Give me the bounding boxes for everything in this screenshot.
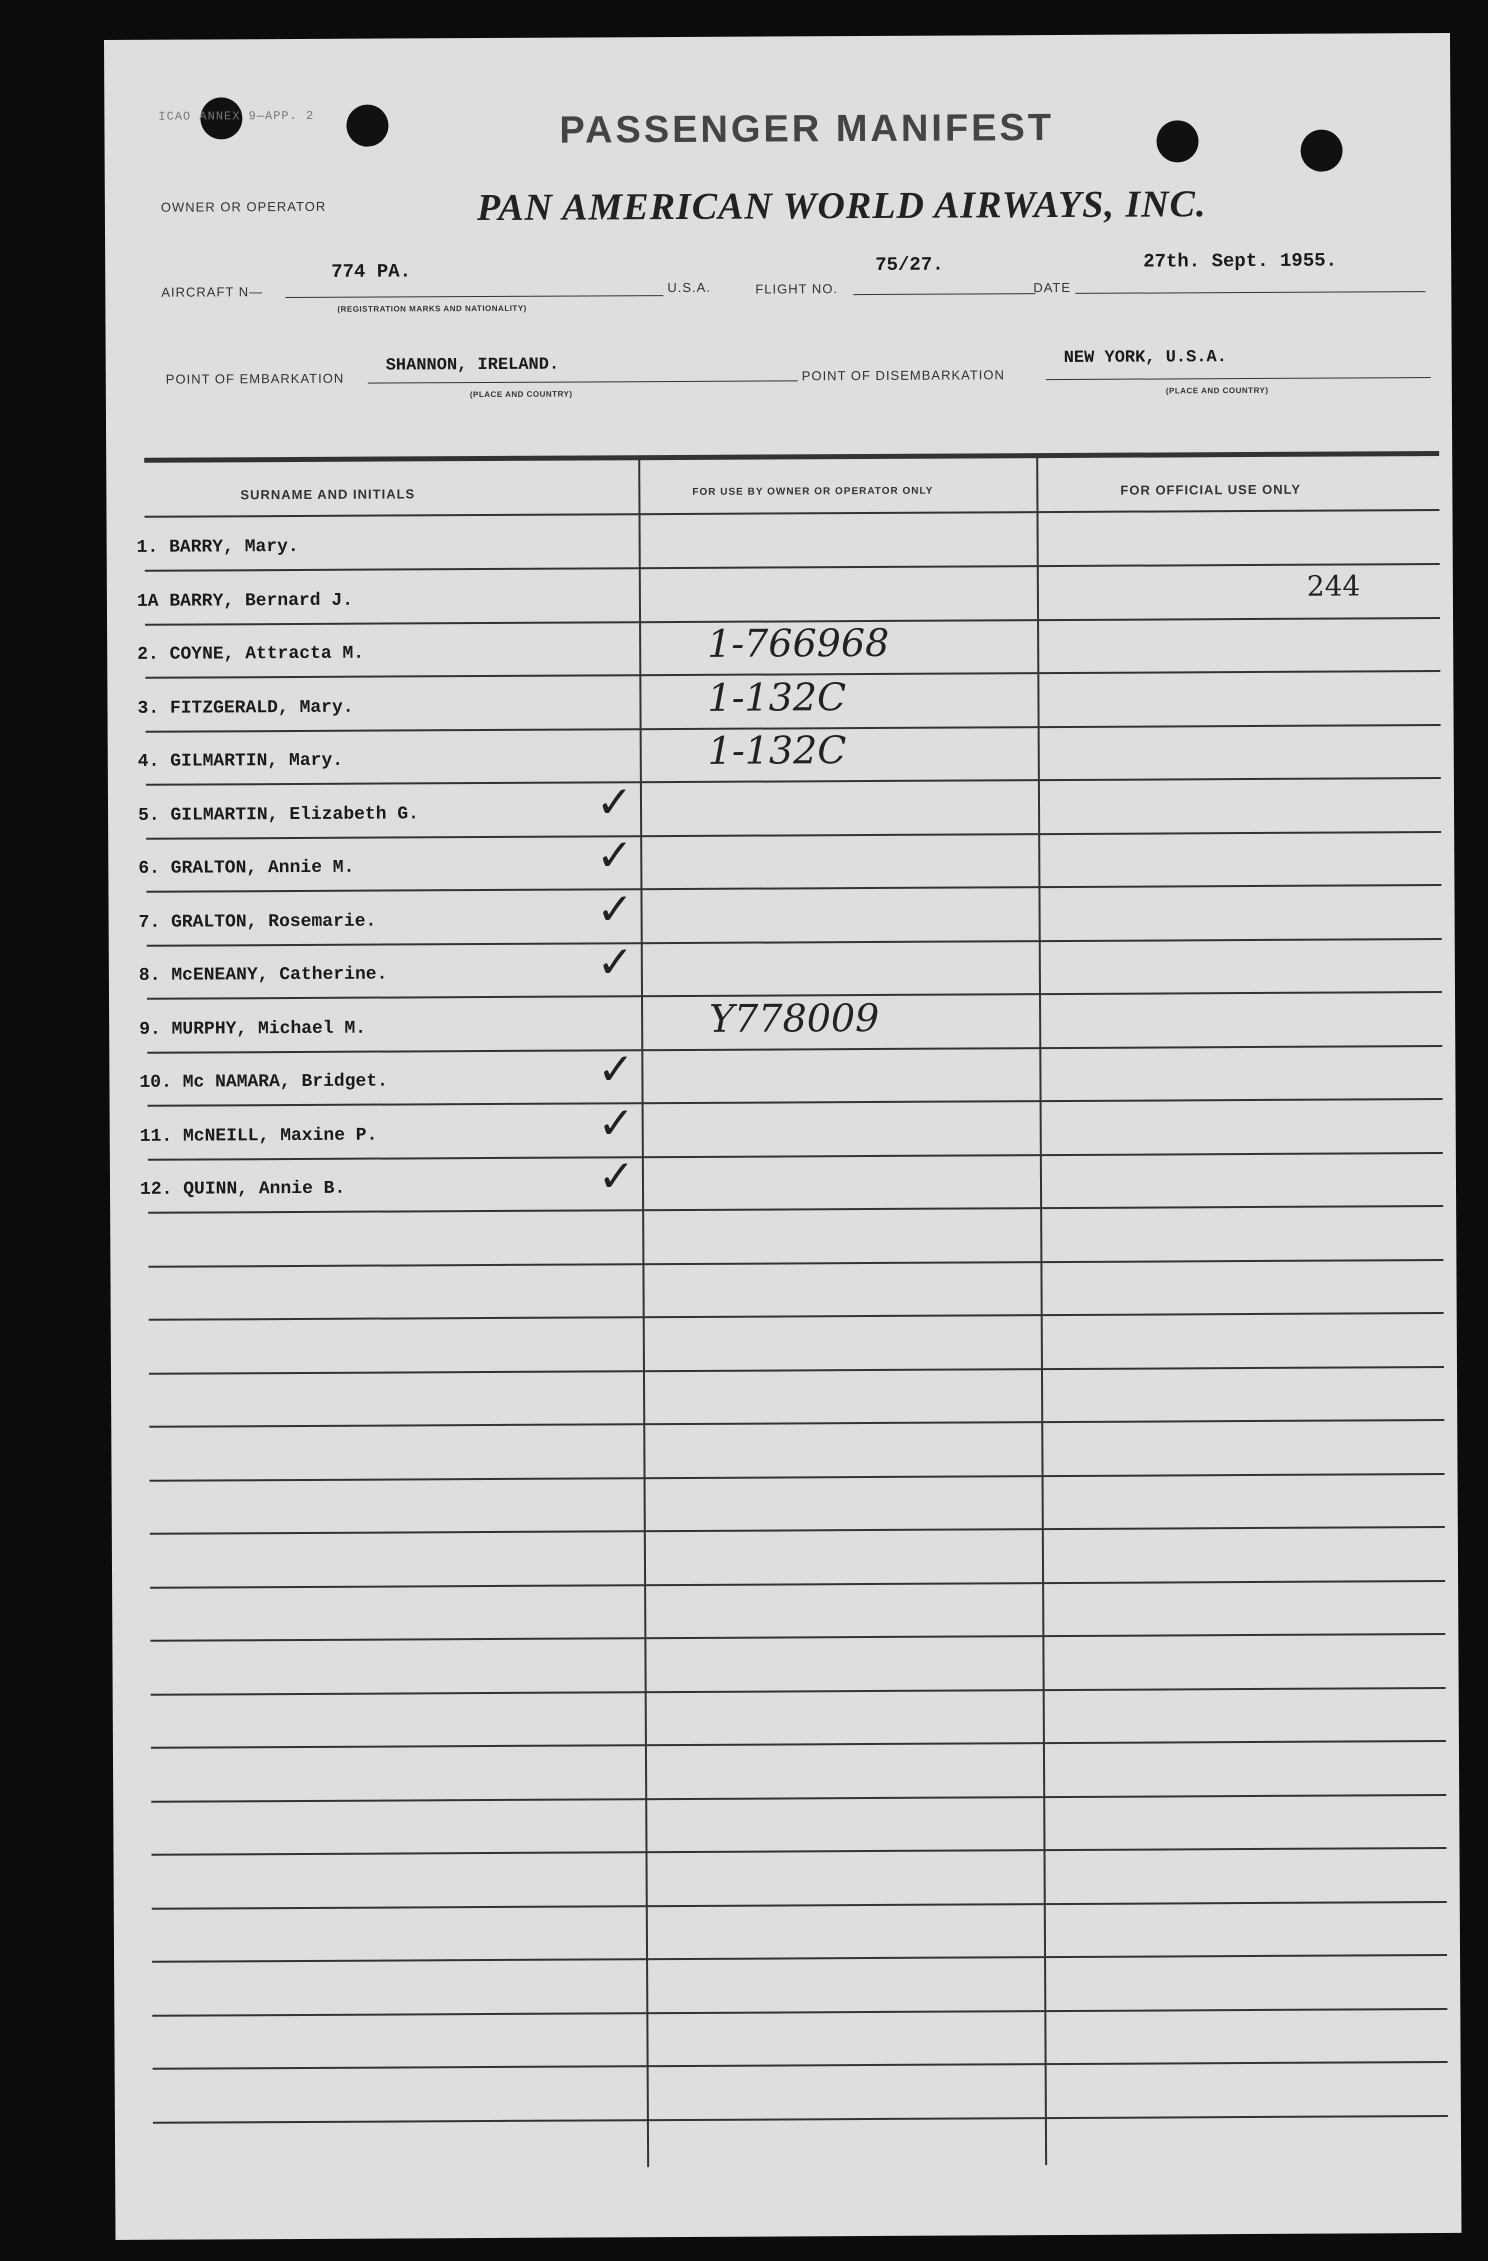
passenger-surname: McENEANY, Catherine. — [171, 964, 388, 986]
embark-value: SHANNON, IRELAND. — [385, 355, 560, 376]
column-divider — [638, 457, 649, 2167]
row-rule — [150, 1579, 1445, 1588]
operator-note: 1-132C — [707, 728, 847, 773]
disembark-value: NEW YORK, U.S.A. — [1063, 348, 1227, 368]
flight-label: FLIGHT NO. — [755, 281, 839, 297]
passenger-surname: BARRY, Bernard J. — [169, 590, 354, 612]
row-rule — [149, 1419, 1444, 1428]
passenger-number: 9. — [139, 1019, 161, 1040]
passenger-surname: MURPHY, Michael M. — [171, 1018, 367, 1040]
passenger-surname: GILMARTIN, Elizabeth G. — [170, 803, 419, 826]
disembark-note: (PLACE AND COUNTRY) — [1165, 385, 1269, 396]
passenger-number: 11. — [139, 1126, 173, 1147]
operator-note: 1-132C — [707, 674, 847, 720]
check-mark-icon: ✓ — [595, 776, 634, 828]
date-label: DATE — [1033, 279, 1072, 296]
page-title: PASSENGER MANIFEST — [559, 107, 1055, 152]
passenger-number: 10. — [139, 1072, 172, 1093]
passenger-name — [138, 751, 343, 772]
table-top-rule — [144, 451, 1439, 463]
row-rule — [150, 1473, 1445, 1482]
passenger-name — [137, 590, 353, 611]
passenger-name — [137, 644, 364, 665]
disembark-label: POINT OF DISEMBARKATION — [801, 367, 1005, 384]
surname-column-header: SURNAME AND INITIALS — [240, 486, 416, 503]
disembark-underline — [1046, 377, 1431, 380]
aircraft-label: AIRCRAFT N— — [161, 284, 264, 300]
official-note: 244 — [1306, 568, 1361, 603]
passenger-name — [138, 804, 419, 825]
row-rule — [145, 563, 1440, 572]
official-column-header: FOR OFFICIAL USE ONLY — [1120, 481, 1302, 498]
aircraft-underline — [285, 295, 663, 298]
row-rule — [148, 1259, 1443, 1268]
passenger-name — [140, 1125, 378, 1146]
embark-underline — [368, 380, 798, 383]
row-rule — [146, 831, 1441, 840]
row-rule — [150, 1526, 1445, 1535]
row-rule — [148, 1098, 1443, 1107]
check-mark-icon: ✓ — [596, 830, 634, 882]
punch-hole — [1156, 120, 1198, 162]
passenger-number: 2. — [137, 644, 159, 665]
column-divider — [1036, 455, 1047, 2165]
owner-label: OWNER OR OPERATOR — [160, 198, 327, 215]
passenger-name — [137, 697, 353, 718]
passenger-name — [139, 965, 388, 986]
passenger-name — [139, 1072, 388, 1093]
flight-underline — [853, 293, 1035, 295]
date-value: 27th. Sept. 1955. — [1143, 249, 1338, 273]
passenger-number: 8. — [138, 965, 161, 986]
check-mark-icon: ✓ — [597, 1151, 635, 1203]
row-rule — [153, 2061, 1448, 2070]
form-stamp: ICAO ANNEX 9—APP. 2 — [158, 108, 315, 124]
row-rule — [146, 884, 1441, 893]
passenger-surname: BARRY, Mary. — [169, 536, 299, 558]
check-mark-icon: ✓ — [596, 937, 634, 989]
aircraft-value: 774 PA. — [331, 260, 412, 283]
embark-label: POINT OF EMBARKATION — [165, 370, 345, 387]
passenger-name — [137, 537, 299, 558]
passenger-number: 6. — [138, 858, 161, 879]
aircraft-note: (REGISTRATION MARKS AND NATIONALITY) — [337, 303, 527, 314]
row-rule — [149, 1312, 1444, 1321]
row-rule — [149, 1366, 1444, 1375]
passenger-name — [139, 1018, 366, 1039]
passenger-surname: GRALTON, Annie M. — [170, 857, 355, 879]
punch-hole — [346, 105, 388, 147]
row-rule — [151, 1847, 1446, 1856]
flight-value: 75/27. — [875, 253, 944, 276]
row-rule — [152, 1954, 1447, 1963]
passenger-number: 5. — [138, 805, 160, 826]
usa-label: U.S.A. — [667, 279, 711, 296]
operator-note: Y778009 — [709, 995, 880, 1041]
embark-note: (PLACE AND COUNTRY) — [469, 389, 573, 400]
check-mark-icon: ✓ — [597, 1097, 635, 1149]
row-rule — [151, 1740, 1446, 1749]
row-rule — [151, 1793, 1446, 1802]
passenger-name — [139, 911, 377, 932]
passenger-name — [138, 858, 354, 879]
row-rule — [153, 2114, 1448, 2123]
passenger-number: 3. — [137, 698, 160, 719]
operator-note: 1-766968 — [707, 620, 890, 666]
header-rule — [144, 509, 1439, 518]
passenger-surname: Mc NAMARA, Bridget. — [182, 1071, 388, 1093]
passenger-surname: GILMARTIN, Mary. — [170, 750, 344, 772]
passenger-number: 12. — [139, 1179, 173, 1200]
passenger-surname: COYNE, Attracta M. — [169, 643, 365, 665]
row-rule — [148, 1205, 1443, 1214]
passenger-surname: GRALTON, Rosemarie. — [170, 911, 377, 933]
check-mark-icon: ✓ — [597, 1044, 635, 1096]
passenger-surname: QUINN, Annie B. — [183, 1178, 346, 1200]
manifest-sheet — [104, 33, 1462, 2240]
row-rule — [147, 938, 1442, 947]
owner-value: PAN AMERICAN WORLD AIRWAYS, INC. — [476, 183, 1207, 230]
passenger-number: 1. — [136, 537, 159, 558]
row-rule — [152, 2007, 1447, 2016]
row-rule — [150, 1633, 1445, 1642]
ruled-lines — [104, 33, 1450, 40]
operator-column-header: FOR USE BY OWNER OR OPERATOR ONLY — [692, 485, 934, 498]
passenger-surname: McNEILL, Maxine P. — [182, 1125, 378, 1147]
passenger-number: 4. — [137, 751, 160, 772]
punch-hole — [1300, 130, 1342, 172]
passenger-surname: FITZGERALD, Mary. — [169, 697, 354, 719]
date-underline — [1075, 291, 1425, 294]
row-rule — [151, 1686, 1446, 1695]
row-rule — [147, 1045, 1442, 1054]
row-rule — [152, 1900, 1447, 1909]
row-rule — [146, 777, 1441, 786]
check-mark-icon: ✓ — [596, 883, 634, 935]
row-rule — [148, 1152, 1443, 1161]
passenger-number: 7. — [138, 912, 161, 933]
passenger-number: 1A — [136, 591, 159, 612]
passenger-name — [140, 1179, 345, 1200]
